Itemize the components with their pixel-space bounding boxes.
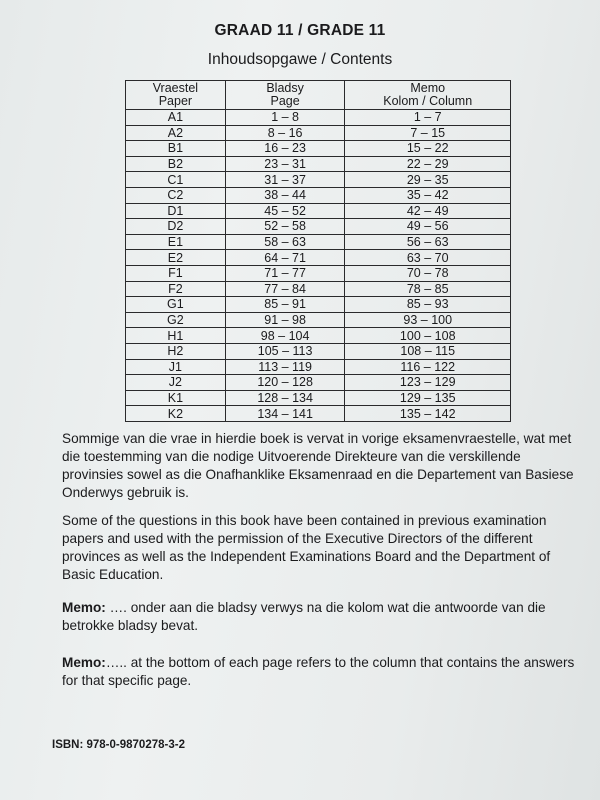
memo-note-english [62,654,577,690]
page-range-cell: 23 – 31 [225,156,345,172]
paper-cell: B1 [126,141,226,157]
paper-cell: C1 [126,172,226,188]
page-range-cell: 1 – 8 [225,110,345,126]
paper-cell: F1 [126,265,226,281]
paper-cell: J1 [126,359,226,375]
table-header-row [126,81,511,110]
header-paper-line1: Vraestel [152,81,199,95]
paper-cell: A2 [126,125,226,141]
paper-cell: E1 [126,234,226,250]
header-paper-line2: Paper [158,94,193,108]
page-subtitle: Inhoudsopgawe / Contents [207,51,393,68]
memo-column-cell: 22 – 29 [345,156,511,172]
isbn: ISBN: 978-0-9870278-3-2 [52,739,185,751]
header-page-line1: Bladsy [266,81,304,95]
page-range-cell: 16 – 23 [225,141,345,157]
memo-note-afrikaans [62,599,577,635]
contents-table [125,80,511,422]
paper-cell: J2 [126,375,226,391]
memo-column-cell: 56 – 63 [345,234,511,250]
memo-column-cell: 123 – 129 [345,375,511,391]
page-range-cell: 8 – 16 [225,125,345,141]
memo-column-cell: 70 – 78 [345,265,511,281]
page-range-cell: 91 – 98 [225,312,345,328]
memo-column-cell: 116 – 122 [345,359,511,375]
header-paper [126,81,226,110]
table-row [126,406,511,422]
table-row [126,172,511,188]
header-page [225,81,345,110]
table-row [126,110,511,126]
memo-column-cell: 29 – 35 [345,172,511,188]
page-range-cell: 64 – 71 [225,250,345,266]
memo-text: ….. at the bottom of each page refers to the column that contains the answers for that specific page. [62,655,575,688]
table-row [126,234,511,250]
page-range-cell: 128 – 134 [225,390,345,406]
table-row [126,390,511,406]
afrikaans-note: Sommige van die vrae in hierdie boek is vervat in vorige eksamenvraestelle, wat met die toestemming van die nodige Uitvoerende Direkteure van die verskillende provinsies sowel as die Onafhanklike Eksamenraad en die Departement van Basiese Onderwys gebruik is. [62,431,574,500]
table-body [126,110,511,422]
table-row [126,312,511,328]
page-range-cell: 38 – 44 [225,187,345,203]
table-row [126,343,511,359]
memo-column-cell: 135 – 142 [345,406,511,422]
memo-column-cell: 85 – 93 [345,297,511,313]
header-memo-column [345,81,511,110]
paper-cell: E2 [126,250,226,266]
header-page-line2: Page [270,94,300,108]
table-row [126,297,511,313]
page-range-cell: 58 – 63 [225,234,345,250]
paper-cell: D1 [126,203,226,219]
page-range-cell: 31 – 37 [225,172,345,188]
page-range-cell: 113 – 119 [225,359,345,375]
paper-cell: K1 [126,390,226,406]
memo-label: Memo: [62,600,106,615]
table-row [126,375,511,391]
memo-column-cell: 78 – 85 [345,281,511,297]
table-row [126,359,511,375]
page-title: GRAAD 11 / GRADE 11 [214,22,386,39]
paper-cell: G2 [126,312,226,328]
table-row [126,187,511,203]
paper-cell: H2 [126,343,226,359]
page-range-cell: 45 – 52 [225,203,345,219]
page-range-cell: 98 – 104 [225,328,345,344]
page-range-cell: 77 – 84 [225,281,345,297]
paper-cell: A1 [126,110,226,126]
table-row [126,203,511,219]
header-memo-line2: Kolom / Column [383,94,473,108]
memo-text: …. onder aan die bladsy verwys na die kolom wat die antwoorde van die betrokke bladsy bevat. [62,600,546,633]
memo-column-cell: 93 – 100 [345,312,511,328]
page-range-cell: 85 – 91 [225,297,345,313]
paper-cell: C2 [126,187,226,203]
page-range-cell: 52 – 58 [225,219,345,235]
paper-cell: H1 [126,328,226,344]
page-range-cell: 134 – 141 [225,406,345,422]
memo-column-cell: 129 – 135 [345,390,511,406]
page-range-cell: 120 – 128 [225,375,345,391]
memo-column-cell: 7 – 15 [345,125,511,141]
paper-cell: F2 [126,281,226,297]
table-row [126,281,511,297]
memo-column-cell: 63 – 70 [345,250,511,266]
table-row [126,219,511,235]
memo-column-cell: 35 – 42 [345,187,511,203]
header-memo-line1: Memo [410,81,446,95]
table-row [126,156,511,172]
paper-cell: K2 [126,406,226,422]
memo-column-cell: 49 – 56 [345,219,511,235]
page-range-cell: 105 – 113 [225,343,345,359]
table-row [126,328,511,344]
table-row [126,265,511,281]
table-row [126,141,511,157]
page-range-cell: 71 – 77 [225,265,345,281]
paper-cell: D2 [126,219,226,235]
paper-cell: B2 [126,156,226,172]
memo-label: Memo: [62,655,106,670]
table-row [126,125,511,141]
memo-column-cell: 42 – 49 [345,203,511,219]
memo-column-cell: 15 – 22 [345,141,511,157]
memo-column-cell: 1 – 7 [345,110,511,126]
memo-column-cell: 100 – 108 [345,328,511,344]
english-note: Some of the questions in this book have been contained in previous examination papers and used with the permission of the Executive Directors of the different provinces as well as the Independent Examinations Board and the Department of Basic Education. [62,513,551,582]
paper-cell: G1 [126,297,226,313]
table-row [126,250,511,266]
memo-column-cell: 108 – 115 [345,343,511,359]
